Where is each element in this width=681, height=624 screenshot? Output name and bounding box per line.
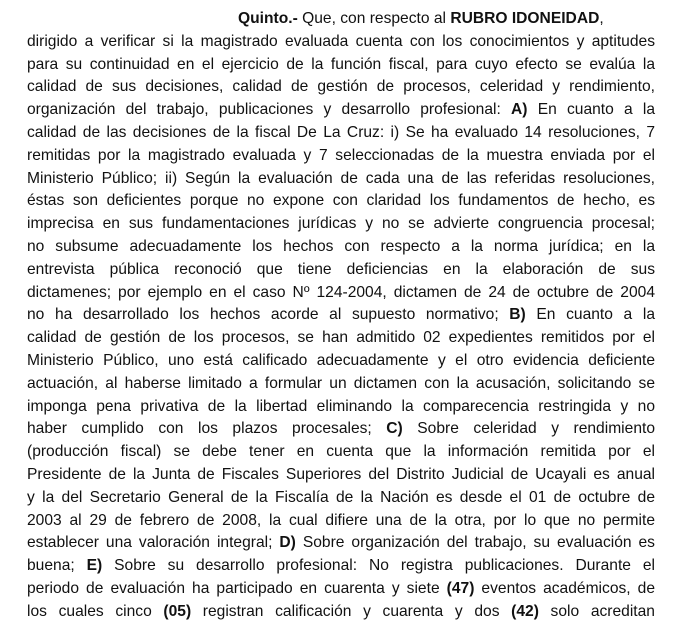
text-line (27, 601, 655, 624)
text-segment: Presidente de la Junta de Fiscales Superiores del Distrito Judicial de Ucayali es anual (27, 465, 655, 483)
text-segment: En cuanto a la (527, 101, 655, 119)
text-line (27, 76, 655, 99)
text-segment: 2003 al 29 de febrero de 2008, la cual difiere una de la otra, por lo que no permite (27, 511, 655, 529)
text-segment: no subsume adecuadamente los hechos con respecto a la norma jurídica; en la (27, 237, 655, 255)
bold-text-segment: E) (86, 557, 103, 575)
bold-text-segment: (42) (511, 602, 539, 620)
text-segment: establecer una valoración integral; (27, 534, 280, 552)
text-segment: Ministerio Público; ii) Según la evaluación de cada una de las referidas resoluciones, (27, 169, 655, 187)
text-line (27, 31, 655, 54)
text-line (27, 441, 655, 464)
text-line (27, 236, 655, 259)
text-segment: éstas son deficientes porque no expone con claridad los fundamentos de hecho, es (27, 192, 655, 210)
bold-text-segment: (47) (446, 579, 475, 597)
text-line (27, 487, 655, 510)
text-line (27, 578, 655, 601)
text-segment: imprecisa en sus fundamentaciones jurídicas y no se advierte congruencia procesal; (27, 215, 655, 233)
text-segment: dictamenes; por ejemplo en el caso Nº 124-2004, dictamen de 24 de octubre de 2004 (27, 283, 655, 301)
text-segment: buena; (27, 557, 87, 575)
text-line (27, 8, 655, 31)
text-segment: entrevista pública reconoció que tiene deficiencias en la elaboración de sus (27, 260, 655, 278)
text-line (27, 373, 655, 396)
text-segment: para su continuidad en el ejercicio de la función fiscal, para cuyo efecto se evalúa la (27, 55, 655, 73)
text-segment: y la del Secretario General de la Fiscalía de la Nación es desde el 01 de octubre de (27, 488, 655, 506)
text-segment: (producción fiscal) se debe tener en cuenta que la información remitida por el (27, 443, 655, 461)
text-line (27, 555, 655, 578)
text-line (27, 213, 655, 236)
text-segment: remitidas por la magistrado evaluada y 7 seleccionadas de la muestra enviada por el (27, 146, 655, 164)
text-segment: calidad de gestión de los procesos, se han admitido 02 expedientes remitidos por el (27, 329, 655, 347)
text-line (27, 259, 655, 282)
text-segment: haber cumplido con los plazos procesales; (27, 420, 387, 438)
bold-text-segment: (05) (163, 602, 192, 620)
bold-text-segment: D) (279, 534, 296, 552)
text-line (27, 350, 655, 373)
text-segment: Sobre organización del trabajo, su evaluación es (295, 534, 655, 552)
text-line (27, 464, 655, 487)
text-line (27, 168, 655, 191)
text-segment: Ministerio Público, uno está calificado adecuadamente y el otro evidencia deficiente (27, 351, 655, 369)
text-segment: eventos académicos, de (474, 579, 656, 597)
document-page (27, 8, 655, 624)
text-segment: no ha desarrollado los hechos acorde al supuesto normativo; (27, 306, 510, 324)
text-line (27, 145, 655, 168)
text-line (27, 122, 655, 145)
text-line (27, 99, 655, 122)
bold-text-segment: B) (509, 306, 526, 324)
text-line (27, 282, 655, 305)
text-segment: imponga pena privativa de la libertad eliminando la comparecencia restringida y no (27, 397, 655, 415)
text-segment: En cuanto a la (525, 306, 655, 324)
text-line (27, 327, 655, 350)
text-line (27, 418, 655, 441)
bold-text-segment: C) (386, 420, 403, 438)
document-body-text (27, 8, 655, 624)
bold-text-segment: RUBRO IDONEIDAD (450, 10, 600, 27)
text-line (27, 532, 655, 555)
text-segment: dirigido a verificar si la magistrado evaluada cuenta con los conocimientos y aptitudes (27, 32, 655, 50)
text-segment: los cuales cinco (27, 602, 164, 620)
text-segment: actuación, al haberse limitado a formular un dictamen con la acusación, solicitando se (27, 374, 655, 392)
text-segment: calidad de sus decisiones, calidad de gestión de procesos, celeridad y rendimiento, (27, 78, 655, 96)
text-segment: Sobre celeridad y rendimiento (402, 420, 656, 438)
text-segment: registran calificación y cuarenta y dos (191, 602, 512, 620)
text-line (27, 190, 655, 213)
text-segment: solo acreditan (538, 602, 655, 620)
text-line (27, 396, 655, 419)
text-segment: , (599, 10, 604, 27)
bold-text-segment: A) (511, 101, 528, 119)
text-segment: periodo de evaluación ha participado en cuarenta y siete (27, 579, 447, 597)
text-segment: Sobre su desarrollo profesional: No registra publicaciones. Durante el (102, 557, 655, 575)
text-segment: calidad de las decisiones de la fiscal De La Cruz: i) Se ha evaluado 14 resoluciones, 7 (27, 123, 655, 141)
text-segment: organización del trabajo, publicaciones y desarrollo profesional: (27, 101, 512, 119)
text-line (27, 510, 655, 533)
text-line (27, 304, 655, 327)
bold-text-segment: Quinto.- (238, 10, 298, 27)
text-segment: Que, con respecto al (297, 10, 451, 27)
text-line (27, 54, 655, 77)
